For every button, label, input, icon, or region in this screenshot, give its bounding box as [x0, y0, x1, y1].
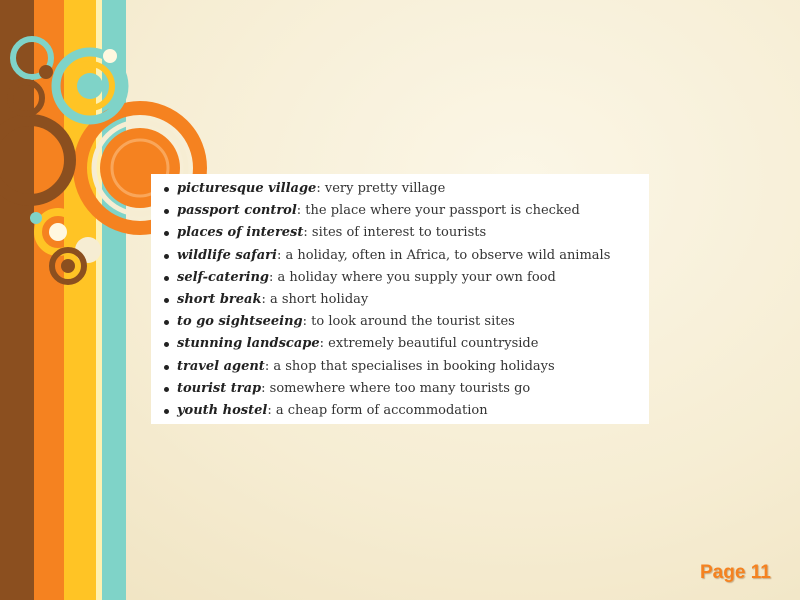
list-item	[161, 267, 639, 289]
list-item	[161, 400, 639, 422]
small-brown-dot	[39, 65, 53, 79]
white-dot-top	[103, 49, 117, 63]
vocab-definition: : a short holiday	[261, 291, 369, 307]
vocab-term: passport control	[177, 203, 297, 219]
brown-stripe	[0, 0, 34, 600]
list-item	[161, 178, 639, 200]
vocab-definition: : to look around the tourist sites	[302, 314, 515, 330]
bullet-icon	[164, 409, 169, 414]
vocab-definition: : sites of interest to tourists	[303, 225, 487, 241]
bullet-icon	[164, 387, 169, 392]
vocab-definition: : a cheap form of accommodation	[267, 402, 488, 418]
bullet-icon	[164, 320, 169, 325]
list-item	[161, 200, 639, 222]
vocab-term: self-catering	[177, 269, 269, 285]
vocab-definition: : very pretty village	[316, 181, 446, 196]
vocab-term: youth hostel	[177, 402, 268, 418]
vocab-term: wildlife safari	[177, 247, 277, 263]
white-dot-low	[49, 223, 67, 241]
vocab-definition: : a shop that specialises in booking holidays	[264, 358, 555, 374]
vocab-term: short break	[177, 291, 262, 307]
bullet-icon	[164, 187, 169, 192]
vocab-definition: : a holiday, often in Africa, to observe wild animals	[276, 247, 611, 263]
vocab-term: picturesque village	[177, 181, 317, 196]
list-item	[161, 289, 639, 311]
bullet-icon	[164, 276, 169, 281]
bullet-icon	[164, 231, 169, 236]
teal-disc	[77, 73, 103, 99]
bullet-icon	[164, 254, 169, 259]
list-item	[161, 333, 639, 355]
bullet-icon	[164, 209, 169, 214]
cream-disc	[75, 237, 101, 263]
vocabulary-list	[161, 178, 639, 422]
vocab-term: places of interest	[177, 225, 304, 241]
bullet-icon	[164, 365, 169, 370]
vocab-term: to go sightseeing	[177, 314, 303, 330]
page-number: Page 11	[700, 562, 771, 583]
bullet-icon	[164, 298, 169, 303]
vocab-definition: : a holiday where you supply your own food	[269, 269, 556, 285]
vocab-definition: : extremely beautiful countryside	[319, 336, 539, 352]
vocab-definition: : somewhere where too many tourists go	[261, 380, 531, 396]
vocab-definition: : the place where your passport is checked	[296, 203, 580, 219]
teal-dot-low	[30, 212, 42, 224]
list-item	[161, 222, 639, 244]
vocab-term: travel agent	[177, 358, 265, 374]
vocabulary-panel	[151, 174, 649, 424]
vocab-term: tourist trap	[177, 380, 262, 396]
list-item	[161, 378, 639, 400]
bullet-icon	[164, 342, 169, 347]
list-item	[161, 311, 639, 333]
list-item	[161, 356, 639, 378]
list-item	[161, 245, 639, 267]
vocab-term: stunning landscape	[177, 336, 320, 352]
brown-dot-low	[61, 259, 75, 273]
